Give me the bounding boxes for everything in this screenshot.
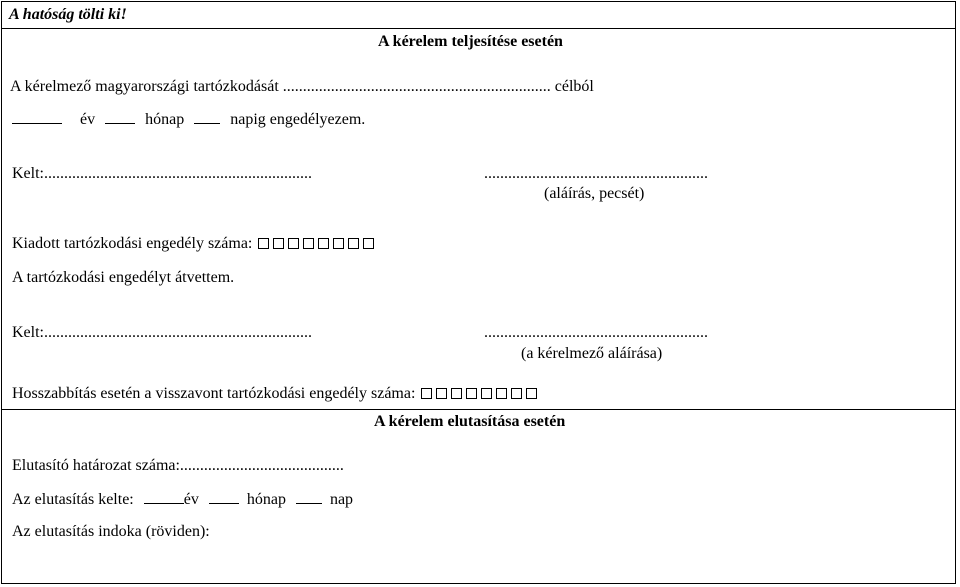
rejection-month-blank[interactable] xyxy=(209,489,239,504)
digit-box[interactable] xyxy=(273,238,284,249)
digit-box[interactable] xyxy=(511,388,522,399)
extension-line xyxy=(12,385,541,404)
rejection-date-prefix: Az elutasítás kelte: xyxy=(12,491,134,508)
rejection-section-title: A kérelem elutasítása esetén xyxy=(374,413,566,430)
rejection-reason-label: Az elutasítás indoka (röviden): xyxy=(12,523,210,540)
digit-box[interactable] xyxy=(466,388,477,399)
digit-box[interactable] xyxy=(348,238,359,249)
digit-box[interactable] xyxy=(333,238,344,249)
digit-box[interactable] xyxy=(421,388,432,399)
rejection-month-word: hónap xyxy=(246,491,286,508)
extension-number-boxes[interactable] xyxy=(421,386,541,404)
month-blank[interactable] xyxy=(105,109,135,124)
kelt2-date-field[interactable]: Kelt:................................................................... xyxy=(12,324,312,341)
digit-box[interactable] xyxy=(451,388,462,399)
stay-purpose-prefix: A kérelmező magyarországi tartózkodását xyxy=(10,78,279,95)
permit-number-label: Kiadott tartózkodási engedély száma: xyxy=(12,235,253,252)
digit-box[interactable] xyxy=(288,238,299,249)
approval-section-title: A kérelem teljesítése esetén xyxy=(378,33,563,50)
rejection-date-line xyxy=(12,489,353,509)
section-divider xyxy=(1,409,956,410)
signature-caption: (aláírás, pecsét) xyxy=(544,185,645,202)
header-divider xyxy=(1,28,956,29)
permit-number-line xyxy=(12,235,378,254)
applicant-signature-dots[interactable]: ........................................................ xyxy=(484,324,708,341)
kelt-date-field[interactable]: Kelt:................................................................... xyxy=(12,165,312,182)
digit-box[interactable] xyxy=(363,238,374,249)
signature-dots[interactable]: ........................................................ xyxy=(484,165,708,182)
day-blank[interactable] xyxy=(194,109,220,124)
digit-box[interactable] xyxy=(258,238,269,249)
day-phrase: napig engedélyezem. xyxy=(230,111,366,128)
digit-box[interactable] xyxy=(496,388,507,399)
stay-purpose-dots[interactable]: ................................................................... xyxy=(282,78,551,95)
digit-box[interactable] xyxy=(481,388,492,399)
rejection-year-blank[interactable] xyxy=(144,489,184,504)
received-statement: A tartózkodási engedélyt átvettem. xyxy=(12,269,235,286)
digit-box[interactable] xyxy=(526,388,537,399)
rejection-day-word: nap xyxy=(329,491,354,508)
extension-label: Hosszabbítás esetén a visszavont tartózkodási engedély száma: xyxy=(12,385,416,402)
year-blank[interactable] xyxy=(12,109,62,124)
duration-line xyxy=(12,109,365,129)
stay-purpose-suffix: célból xyxy=(554,78,594,95)
rejection-day-blank[interactable] xyxy=(296,489,322,504)
rejection-year-word: év xyxy=(183,491,199,508)
permit-number-boxes[interactable] xyxy=(258,236,378,254)
applicant-signature-caption: (a kérelmező aláírása) xyxy=(521,345,663,362)
authority-note: A hatóság tölti ki! xyxy=(9,6,127,23)
stay-purpose-line xyxy=(10,78,594,96)
month-word: hónap xyxy=(145,111,185,128)
digit-box[interactable] xyxy=(436,388,447,399)
decision-number-field[interactable]: Elutasító határozat száma:......................................... xyxy=(12,457,344,474)
year-word: év xyxy=(80,111,96,128)
digit-box[interactable] xyxy=(318,238,329,249)
digit-box[interactable] xyxy=(303,238,314,249)
